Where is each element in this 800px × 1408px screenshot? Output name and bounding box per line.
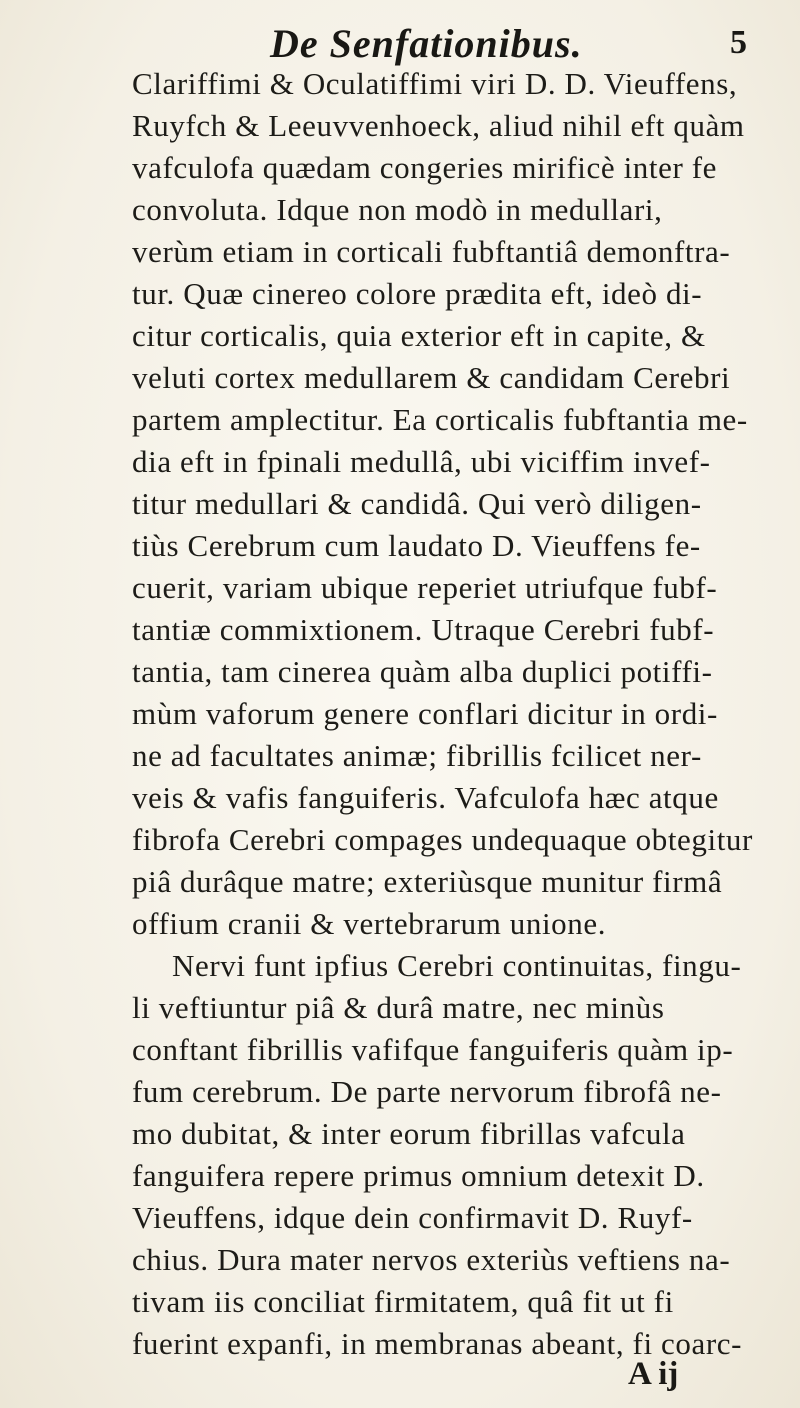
text-line: piâ durâque matre; exteriùsque munitur firmâ [132, 864, 723, 899]
text-line: veis & vafis fanguiferis. Vafculofa hæc atque [132, 780, 719, 815]
text-line: tantia, tam cinerea quàm alba duplici potiffi- [132, 654, 713, 689]
running-title: De Senfationibus. [270, 21, 583, 66]
text-line: fanguifera repere primus omnium detexit D. [132, 1158, 705, 1193]
text-line: conftant fibrillis vafifque fanguiferis quàm ip- [132, 1032, 734, 1067]
text-line: tantiæ commixtionem. Utraque Cerebri fubf- [132, 612, 715, 647]
text-line: vafculofa quædam congeries mirificè inter fe [132, 150, 718, 185]
text-line: offium cranii & vertebrarum unione. [132, 906, 607, 941]
paragraph-start-line: Nervi funt ipfius Cerebri continuitas, fingu- [172, 948, 742, 983]
text-line: tivam iis conciliat firmitatem, quâ fit ut fi [132, 1284, 674, 1319]
text-line: fibrofa Cerebri compages undequaque obtegitur [132, 822, 753, 857]
text-line: Clariffimi & Oculatiffimi viri D. D. Vieuffens, [132, 66, 738, 101]
text-line: li veftiuntur piâ & durâ matre, nec minùs [132, 990, 665, 1025]
text-line: chius. Dura mater nervos exteriùs veftiens na- [132, 1242, 731, 1277]
page-number: 5 [730, 24, 747, 61]
text-line: convoluta. Idque non modò in medullari, [132, 192, 663, 227]
text-line: tiùs Cerebrum cum laudato D. Vieuffens fe- [132, 528, 701, 563]
signature-mark: A ij [628, 1356, 679, 1392]
text-line: tur. Quæ cinereo colore prædita eft, ideò di- [132, 276, 703, 311]
text-line: titur medullari & candidâ. Qui verò diligen- [132, 486, 702, 521]
text-line: Vieuffens, idque dein confirmavit D. Ruyf- [132, 1200, 693, 1235]
text-line: partem amplectitur. Ea corticalis fubftantia me- [132, 402, 748, 437]
text-line: fuerint expanfi, in membranas abeant, fi coarc- [132, 1326, 743, 1361]
text-line: veluti cortex medullarem & candidam Cerebri [132, 360, 731, 395]
text-line: Ruyfch & Leeuvvenhoeck, aliud nihil eft quàm [132, 108, 745, 143]
text-line: ne ad facultates animæ; fibrillis fcilicet ner- [132, 738, 702, 773]
text-line: mùm vaforum genere conflari dicitur in ordi- [132, 696, 718, 731]
text-line: fum cerebrum. De parte nervorum fibrofâ ne- [132, 1074, 722, 1109]
text-line: cuerit, variam ubique reperiet utriufque fubf- [132, 570, 718, 605]
text-line: dia eft in fpinali medullâ, ubi viciffim invef- [132, 444, 711, 479]
text-line: citur corticalis, quia exterior eft in capite, & [132, 318, 706, 353]
text-line: mo dubitat, & inter eorum fibrillas vafcula [132, 1116, 686, 1151]
text-line: verùm etiam in corticali fubftantiâ demonftra- [132, 234, 731, 269]
